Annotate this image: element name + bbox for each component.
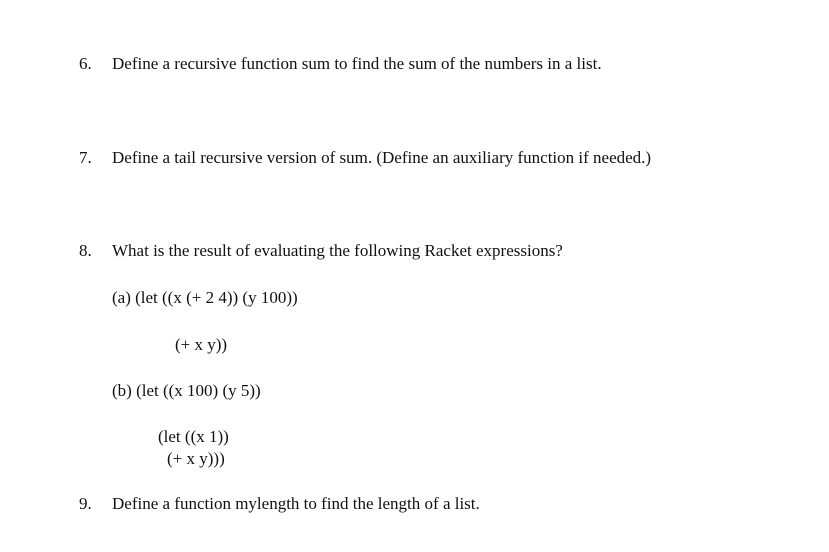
question-8 bbox=[79, 241, 563, 261]
question-text: Define a recursive function sum to find the sum of the numbers in a list. bbox=[112, 54, 602, 73]
part-b-line-1: (b) (let ((x 100) (y 5)) bbox=[112, 381, 261, 400]
question-number: 9. bbox=[79, 494, 92, 513]
question-6 bbox=[79, 54, 602, 74]
question-text: Define a function mylength to find the length of a list. bbox=[112, 494, 480, 513]
part-a-line-2: (+ x y)) bbox=[175, 335, 228, 354]
question-number: 8. bbox=[79, 241, 92, 260]
part-b-line-2: (let ((x 1)) bbox=[158, 427, 229, 446]
question-text: What is the result of evaluating the following Racket expressions? bbox=[112, 241, 563, 260]
question-7 bbox=[79, 148, 651, 168]
question-9 bbox=[79, 494, 480, 514]
question-text: Define a tail recursive version of sum. (Define an auxiliary function if needed.) bbox=[112, 148, 652, 167]
part-b-line-3: (+ x y))) bbox=[167, 449, 225, 468]
question-number: 6. bbox=[79, 54, 92, 73]
question-number: 7. bbox=[79, 148, 92, 167]
part-a-line-1: (a) (let ((x (+ 2 4)) (y 100)) bbox=[112, 288, 298, 307]
